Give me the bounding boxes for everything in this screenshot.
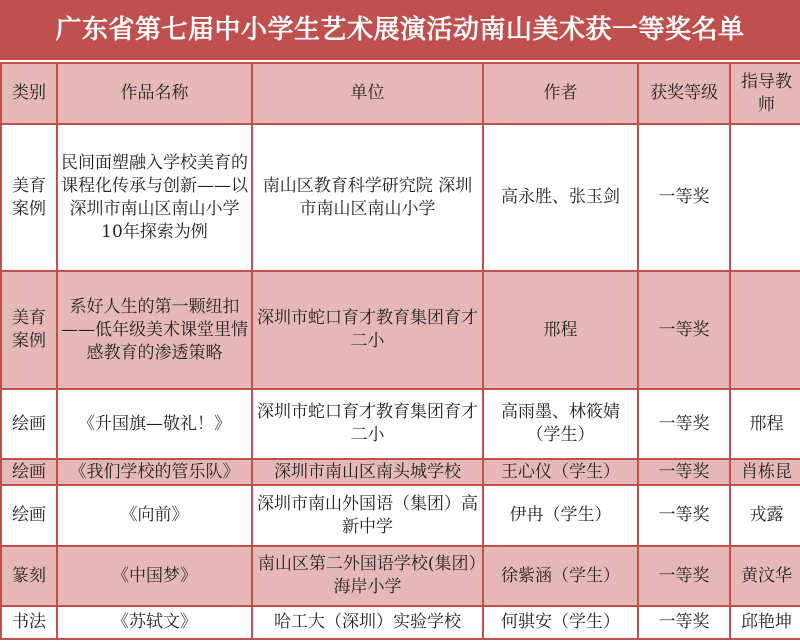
page-title: 广东省第七届中小学生艺术展演活动南山美术获一等奖名单 xyxy=(0,0,800,60)
cell-award: 一等奖 xyxy=(638,271,730,389)
header-work: 作品名称 xyxy=(57,63,252,124)
header-award: 获奖等级 xyxy=(638,63,730,124)
cell-teacher xyxy=(730,124,800,271)
cell-award: 一等奖 xyxy=(638,124,730,271)
cell-author: 王心仪（学生） xyxy=(483,459,638,485)
cell-category: 绘画 xyxy=(1,485,57,546)
cell-work: 系好人生的第一颗纽扣——低年级美术课堂里情感教育的渗透策略 xyxy=(57,271,252,389)
cell-unit: 深圳市南山外国语（集团）高新中学 xyxy=(252,485,483,546)
cell-author: 伊冉（学生） xyxy=(483,485,638,546)
table-header-row xyxy=(1,63,800,124)
cell-unit: 南山区第二外国语学校(集团）海岸小学 xyxy=(252,546,483,606)
cell-unit: 南山区教育科学研究院 深圳市南山区南山小学 xyxy=(252,124,483,271)
cell-work: 《中国梦》 xyxy=(57,546,252,606)
cell-author: 高雨墨、林筱婧（学生） xyxy=(483,389,638,459)
cell-author: 徐紫涵（学生） xyxy=(483,546,638,606)
cell-award: 一等奖 xyxy=(638,606,730,639)
cell-teacher: 肖栋昆 xyxy=(730,459,800,485)
cell-work: 民间面塑融入学校美育的课程化传承与创新——以深圳市南山区南山小学10年探索为例 xyxy=(57,124,252,271)
cell-category: 绘画 xyxy=(1,459,57,485)
cell-category: 美育案例 xyxy=(1,271,57,389)
cell-unit: 深圳市蛇口育才教育集团育才二小 xyxy=(252,271,483,389)
cell-award: 一等奖 xyxy=(638,459,730,485)
header-author: 作者 xyxy=(483,63,638,124)
table-row xyxy=(1,271,800,389)
header-category: 类别 xyxy=(1,63,57,124)
table-row xyxy=(1,124,800,271)
cell-category: 篆刻 xyxy=(1,546,57,606)
cell-work: 《苏轼文》 xyxy=(57,606,252,639)
cell-category: 书法 xyxy=(1,606,57,639)
table-row xyxy=(1,389,800,459)
table-row xyxy=(1,459,800,485)
award-table xyxy=(0,62,800,640)
header-unit: 单位 xyxy=(252,63,483,124)
cell-award: 一等奖 xyxy=(638,389,730,459)
cell-work: 《向前》 xyxy=(57,485,252,546)
table-row xyxy=(1,485,800,546)
cell-work: 《我们学校的管乐队》 xyxy=(57,459,252,485)
cell-teacher: 戎露 xyxy=(730,485,800,546)
cell-category: 绘画 xyxy=(1,389,57,459)
cell-teacher xyxy=(730,271,800,389)
header-teacher: 指导教师 xyxy=(730,63,800,124)
cell-unit: 哈工大（深圳）实验学校 xyxy=(252,606,483,639)
cell-author: 高永胜、张玉剑 xyxy=(483,124,638,271)
cell-work: 《升国旗—敬礼！》 xyxy=(57,389,252,459)
cell-teacher: 邢程 xyxy=(730,389,800,459)
cell-unit: 深圳市南山区南头城学校 xyxy=(252,459,483,485)
cell-unit: 深圳市蛇口育才教育集团育才二小 xyxy=(252,389,483,459)
cell-category: 美育案例 xyxy=(1,124,57,271)
cell-award: 一等奖 xyxy=(638,485,730,546)
table-row xyxy=(1,546,800,606)
cell-author: 邢程 xyxy=(483,271,638,389)
cell-author: 何骐安（学生） xyxy=(483,606,638,639)
cell-award: 一等奖 xyxy=(638,546,730,606)
table-row xyxy=(1,606,800,639)
cell-teacher: 邱艳坤 xyxy=(730,606,800,639)
cell-teacher: 黄汶华 xyxy=(730,546,800,606)
